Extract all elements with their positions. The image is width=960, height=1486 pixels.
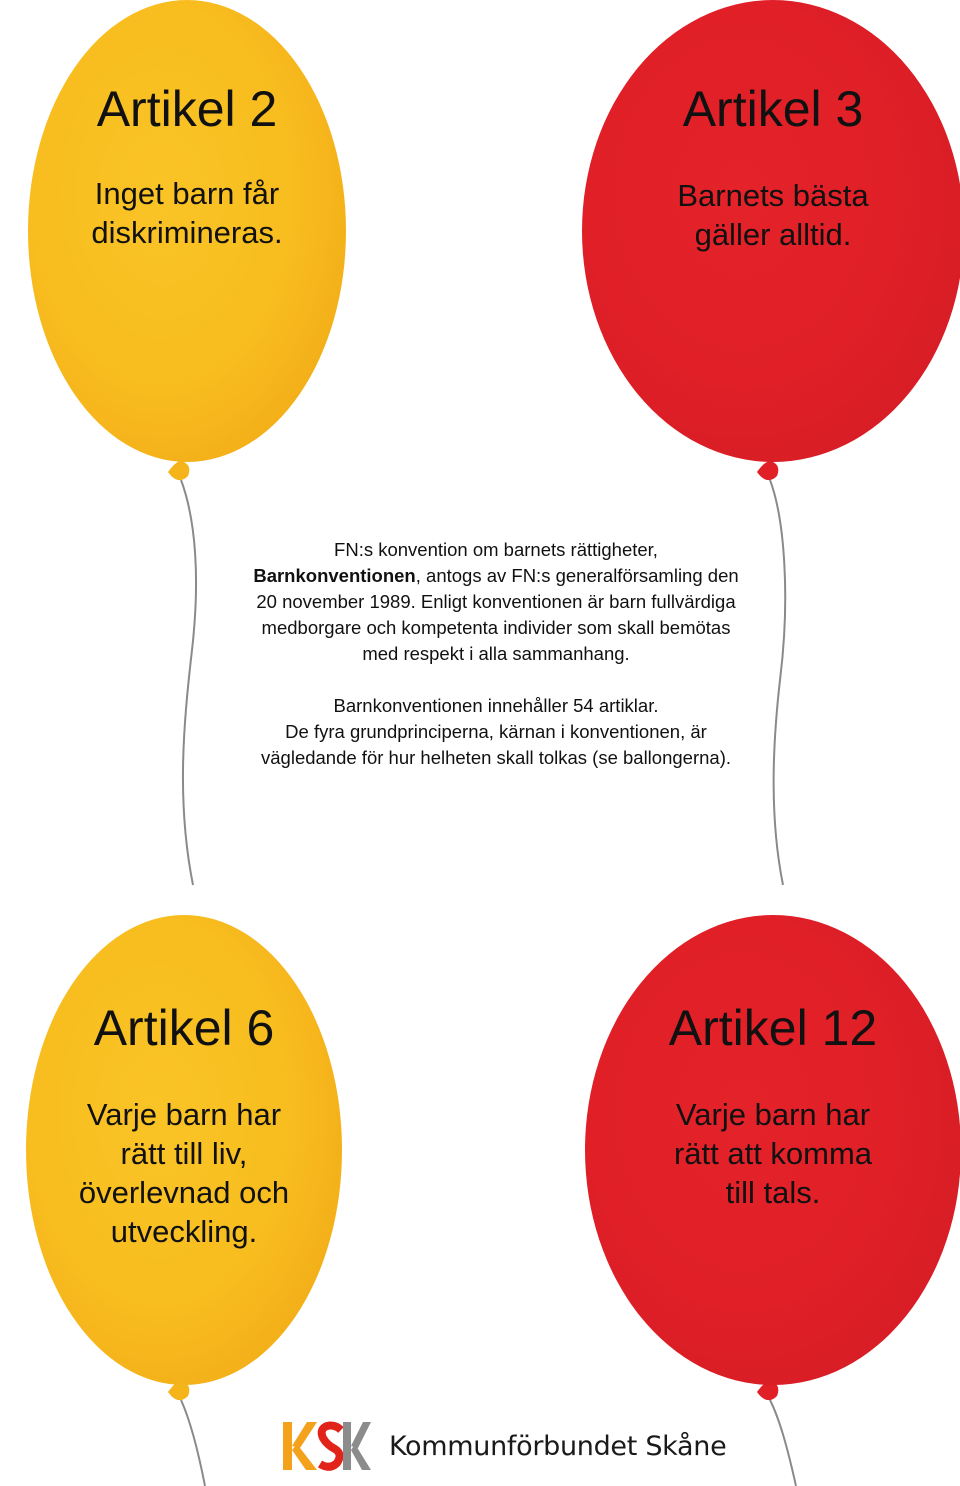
balloon-artikel-3 <box>582 0 960 462</box>
convention-info-text: FN:s konvention om barnets rättigheter, Barnkonventionen, antogs av FN:s generalförsamling den 20 november 1989. Enligt konventionen är barn fullvärdiga medborgare och kompetenta individer som skall bemötas med respekt i alla sammanhang. Barnkonventionen innehåller 54 artiklar. De fyra grundprinciperna, kärnan i konventionen, är vägledande för hur helheten skall tolkas (se ballongerna). <box>253 539 739 768</box>
balloon-text: Varje barn har rätt till liv, överlevnad och utveckling. <box>78 1097 290 1249</box>
ksk-logo-mark <box>281 1418 373 1474</box>
balloon-title: Artikel 6 <box>93 1000 275 1056</box>
balloon-title: Artikel 12 <box>668 1000 878 1056</box>
balloon-text: Barnets bästa gäller alltid. <box>677 178 869 252</box>
balloon-title: Artikel 2 <box>96 81 278 137</box>
organization-name: Kommunförbundet Skåne <box>389 1430 727 1462</box>
balloon-text: Inget barn får diskrimineras. <box>91 176 283 250</box>
balloon-artikel-12 <box>585 915 960 1385</box>
knot-b2 <box>168 461 189 480</box>
balloon-artikel-6 <box>26 915 342 1385</box>
kommunforbundet-logo <box>281 1416 727 1476</box>
knot-b3 <box>757 461 778 480</box>
balloon-text: Varje barn har rätt att komma till tals. <box>673 1097 873 1210</box>
balloon-title: Artikel 3 <box>682 81 864 137</box>
balloon-artikel-2 <box>28 0 346 462</box>
